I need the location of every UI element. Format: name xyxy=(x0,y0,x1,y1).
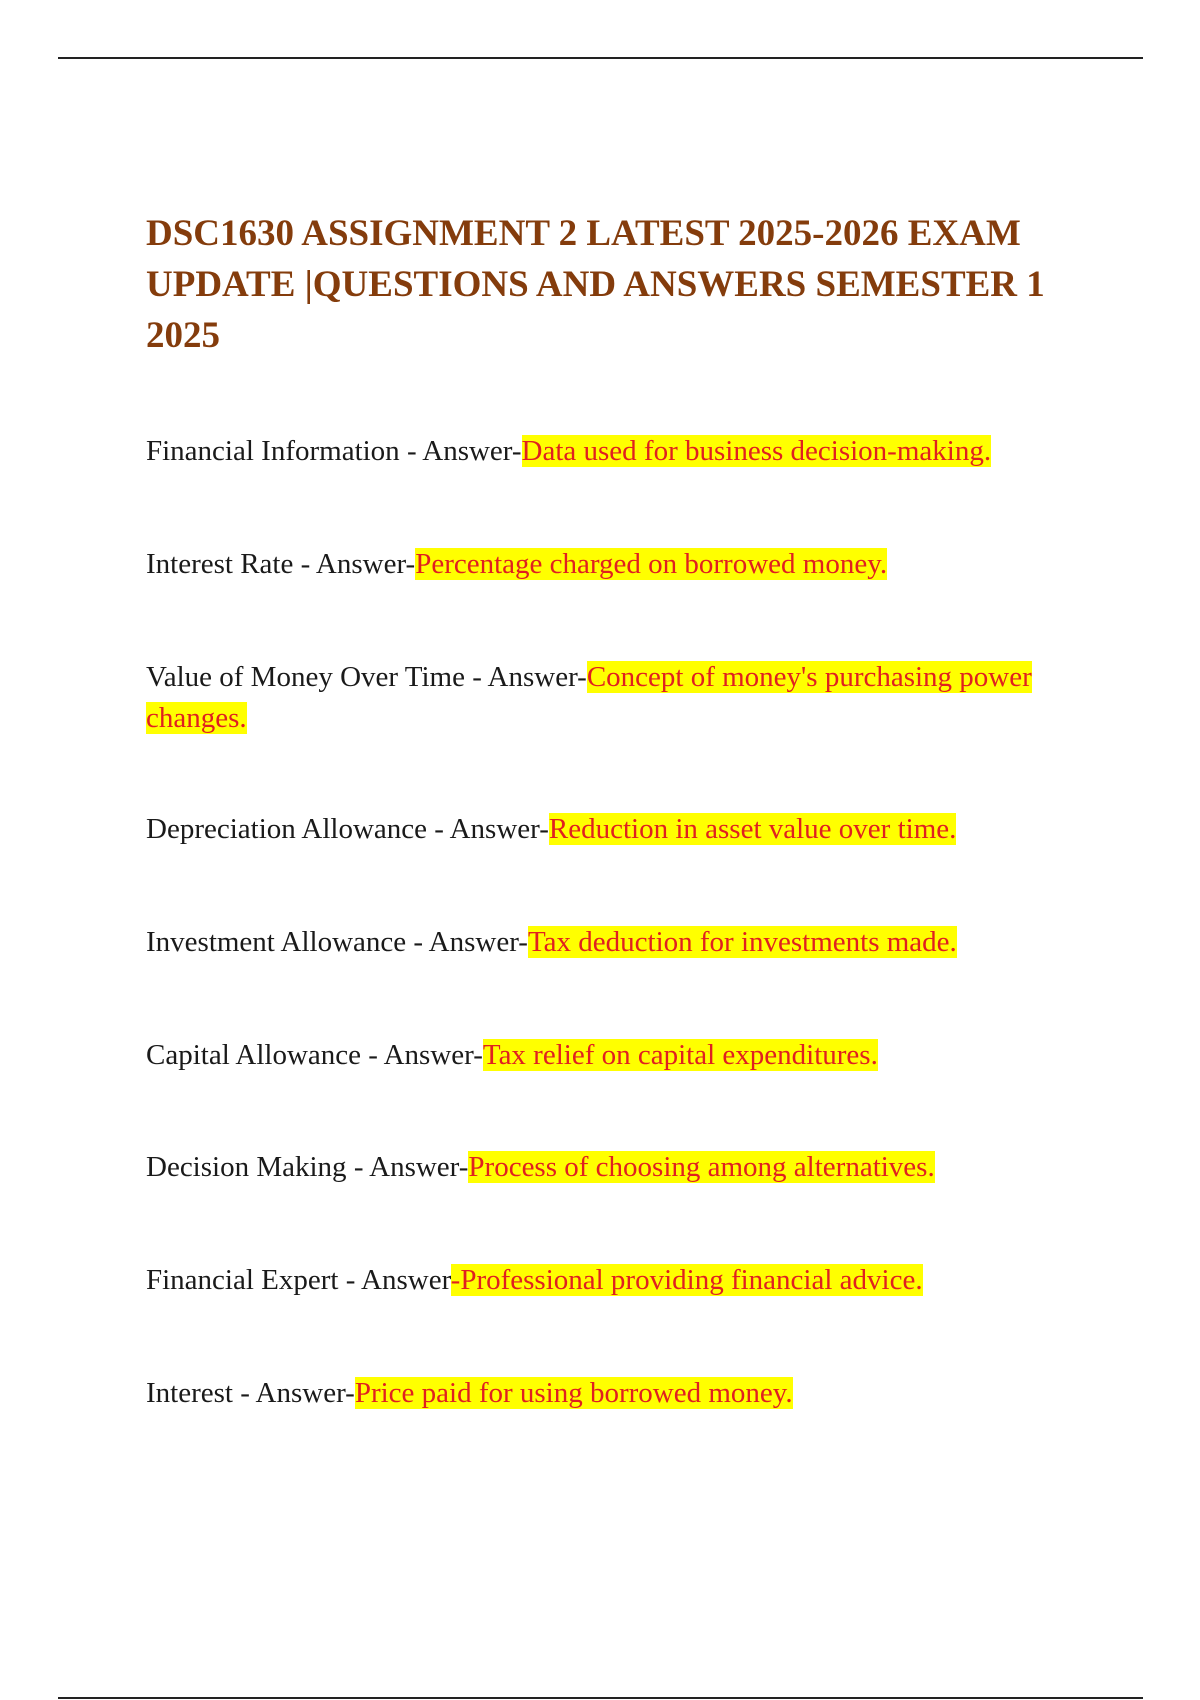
qa-term: Value of Money Over Time xyxy=(146,661,465,693)
qa-separator: - Answer- xyxy=(406,926,528,958)
qa-term: Interest xyxy=(146,1377,233,1409)
qa-separator: - Answer- xyxy=(464,661,587,693)
qa-separator: - Answer- xyxy=(361,1039,483,1071)
qa-answer: Percentage charged on borrowed money. xyxy=(415,548,888,580)
qa-item-financial-expert xyxy=(146,1260,1086,1301)
qa-separator: - Answer xyxy=(338,1264,451,1296)
qa-separator: - Answer- xyxy=(346,1151,469,1183)
qa-separator: - Answer- xyxy=(293,548,416,580)
qa-separator: - Answer- xyxy=(399,435,522,467)
qa-item-investment-allowance xyxy=(146,922,1086,963)
qa-term: Interest Rate xyxy=(146,548,294,580)
qa-item-decision-making xyxy=(146,1147,1086,1188)
qa-item-interest-rate xyxy=(146,544,1086,585)
qa-item-financial-information xyxy=(146,431,1086,472)
qa-item-value-of-money-over-time xyxy=(146,657,1086,739)
qa-answer: Process of choosing among alternatives. xyxy=(468,1151,935,1183)
qa-term: Financial Expert xyxy=(146,1264,339,1296)
qa-answer: Data used for business decision-making. xyxy=(521,435,992,467)
document-title: DSC1630 ASSIGNMENT 2 LATEST 2025-2026 EXAM UPDATE |QUESTIONS AND ANSWERS SEMESTER 1 2025 xyxy=(146,213,1045,356)
qa-item-capital-allowance xyxy=(146,1035,1086,1076)
qa-answer: Tax deduction for investments made. xyxy=(527,926,957,958)
qa-item-depreciation-allowance xyxy=(146,809,1086,850)
qa-answer: Concept of money's purchasing power changes. xyxy=(146,661,1032,734)
qa-answer: Price paid for using borrowed money. xyxy=(354,1377,793,1409)
qa-term: Financial Information xyxy=(146,435,400,467)
qa-answer: Reduction in asset value over time. xyxy=(548,813,957,845)
qa-term: Depreciation Allowance xyxy=(146,813,428,845)
qa-term: Investment Allowance xyxy=(146,926,407,958)
qa-separator: - Answer- xyxy=(427,813,549,845)
qa-answer: -Professional providing financial advice. xyxy=(450,1264,923,1296)
qa-separator: - Answer- xyxy=(232,1377,355,1409)
bottom-rule xyxy=(58,1697,1143,1699)
qa-term: Capital Allowance xyxy=(146,1039,362,1071)
qa-term: Decision Making xyxy=(146,1151,347,1183)
qa-answer: Tax relief on capital expenditures. xyxy=(482,1039,878,1071)
qa-item-interest xyxy=(146,1373,1086,1414)
